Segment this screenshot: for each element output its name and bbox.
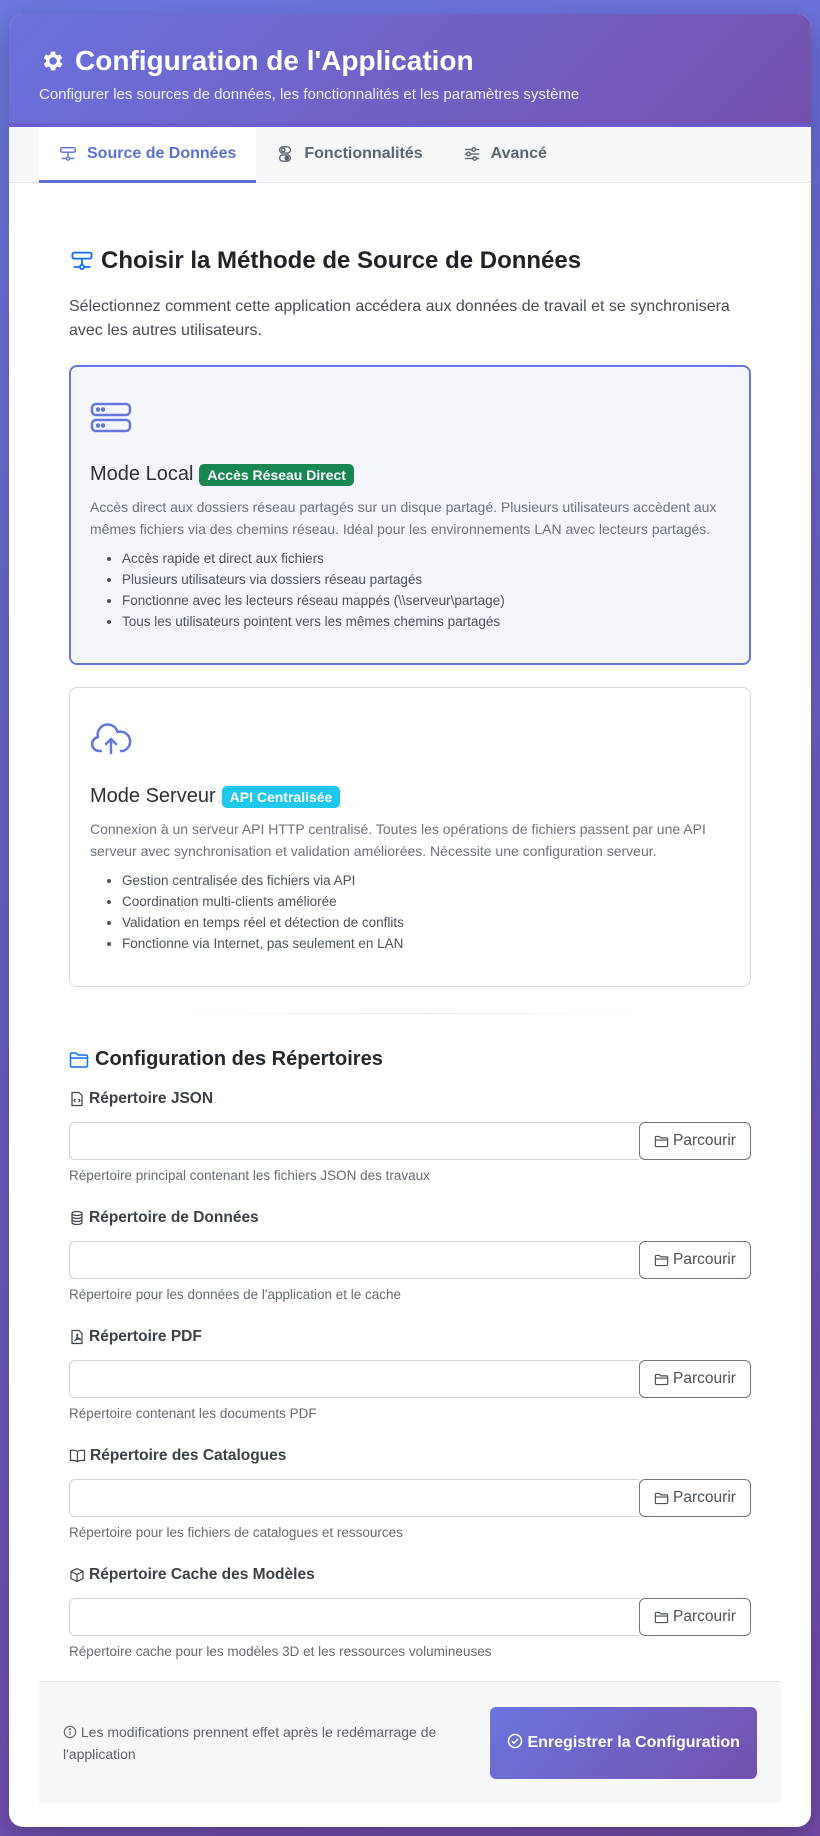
field-help: Répertoire principal contenant les fichiers JSON des travaux [69, 1168, 430, 1183]
list-item: • Validation en temps réel et détection de conflits [122, 912, 730, 933]
divider [170, 1013, 650, 1014]
folder-icon [654, 1492, 669, 1505]
feature-list [122, 548, 730, 632]
list-item: • Tous les utilisateurs pointent vers les mêmes chemins partagés [122, 611, 730, 632]
mode-description: Accès direct aux dossiers réseau partagés sur un disque partagé. Plusieurs utilisateurs accèdent aux mêmes fichiers via des chemins réseau. Idéal pour les environnements LAN avec lecteurs partagés. [90, 499, 717, 537]
folder-icon [654, 1611, 669, 1624]
json-dir-input[interactable] [69, 1122, 639, 1160]
page-subtitle: Configurer les sources de données, les fonctionnalités et les paramètres système [39, 86, 580, 103]
folder-icon [654, 1254, 669, 1267]
mode-card-server[interactable] [69, 687, 751, 987]
data-source-panel [9, 245, 811, 1662]
browse-button[interactable]: Parcourir [639, 1241, 751, 1279]
data-source-icon [59, 145, 77, 163]
toggle-icon [276, 145, 294, 163]
database-icon [69, 1210, 85, 1226]
intro-text: Sélectionnez comment cette application accédera aux données de travail et se synchronisera avec les autres utilisateurs. [69, 298, 730, 339]
model-cache-dir-input[interactable] [69, 1598, 639, 1636]
data-dir-input[interactable] [69, 1241, 639, 1279]
field-data-dir: Répertoire de Données Parcourir Répertoire pour les données de l'application et le cache [69, 1208, 751, 1305]
tab-advanced[interactable]: Avancé [443, 127, 567, 183]
directories-title: Configuration des Répertoires [69, 1048, 751, 1071]
list-item: • Coordination multi-clients améliorée [122, 891, 730, 912]
mode-title: Mode Serveur API Centralisée [90, 785, 730, 808]
field-json-dir: Répertoire JSON Parcourir Répertoire principal contenant les fichiers JSON des travaux [69, 1089, 751, 1186]
tab-data-source[interactable]: Source de Données [39, 127, 256, 183]
data-source-icon [69, 249, 95, 273]
feature-list [122, 870, 730, 954]
mode-card-local[interactable] [69, 365, 751, 665]
mode-description: Connexion à un serveur API HTTP centralisé. Toutes les opérations de fichiers passent par une API serveur avec synchronisation et validation améliorées. Nécessite une configuration serveur. [90, 821, 706, 859]
cloud-upload-icon [90, 720, 132, 760]
restart-note: Les modifications prennent effet après le redémarrage de l'application [63, 1723, 437, 1762]
browse-button[interactable]: Parcourir [639, 1598, 751, 1636]
folder-icon [69, 1051, 89, 1069]
field-model-cache-dir: Répertoire Cache des Modèles Parcourir Répertoire cache pour les modèles 3D et les ressources volumineuses [69, 1565, 751, 1662]
sliders-icon [463, 145, 481, 163]
gear-icon [39, 48, 65, 74]
box-icon [69, 1567, 85, 1583]
page-title: Configuration de l'Application [39, 42, 781, 80]
field-help: Répertoire cache pour les modèles 3D et les ressources volumineuses [69, 1644, 492, 1659]
header [9, 14, 811, 127]
book-icon [69, 1448, 86, 1464]
field-pdf-dir: Répertoire PDF Parcourir Répertoire contenant les documents PDF [69, 1327, 751, 1424]
browse-button[interactable]: Parcourir [639, 1122, 751, 1160]
section-title: Choisir la Méthode de Source de Données [69, 245, 751, 277]
save-button[interactable]: Enregistrer la Configuration [490, 1707, 757, 1779]
pdf-dir-input[interactable] [69, 1360, 639, 1398]
info-icon [63, 1725, 77, 1739]
list-item: • Fonctionne avec les lecteurs réseau mappés (\\serveur\partage) [122, 590, 730, 611]
folder-icon [654, 1135, 669, 1148]
tab-bar [9, 127, 811, 183]
mode-title: Mode Local Accès Réseau Direct [90, 463, 730, 486]
field-catalog-dir: Répertoire des Catalogues Parcourir Répertoire pour les fichiers de catalogues et ressources [69, 1446, 751, 1543]
file-code-icon [69, 1091, 85, 1107]
footer-bar [39, 1681, 781, 1803]
field-help: Répertoire pour les données de l'application et le cache [69, 1287, 402, 1302]
browse-button[interactable]: Parcourir [639, 1360, 751, 1398]
catalog-dir-input[interactable] [69, 1479, 639, 1517]
file-pdf-icon [69, 1329, 85, 1345]
list-item: • Accès rapide et direct aux fichiers [122, 548, 730, 569]
tab-features[interactable]: Fonctionnalités [256, 127, 442, 183]
list-item: • Fonctionne via Internet, pas seulement en LAN [122, 933, 730, 954]
server-icon [90, 398, 132, 438]
list-item: • Plusieurs utilisateurs via dossiers réseau partagés [122, 569, 730, 590]
browse-button[interactable]: Parcourir [639, 1479, 751, 1517]
field-help: Répertoire contenant les documents PDF [69, 1406, 317, 1421]
folder-icon [654, 1373, 669, 1386]
list-item: • Gestion centralisée des fichiers via API [122, 870, 730, 891]
mode-badge: Accès Réseau Direct [199, 464, 354, 486]
check-circle-icon [507, 1733, 523, 1749]
mode-badge: API Centralisée [222, 786, 341, 808]
config-window [9, 14, 811, 1827]
field-help: Répertoire pour les fichiers de catalogues et ressources [69, 1525, 403, 1540]
